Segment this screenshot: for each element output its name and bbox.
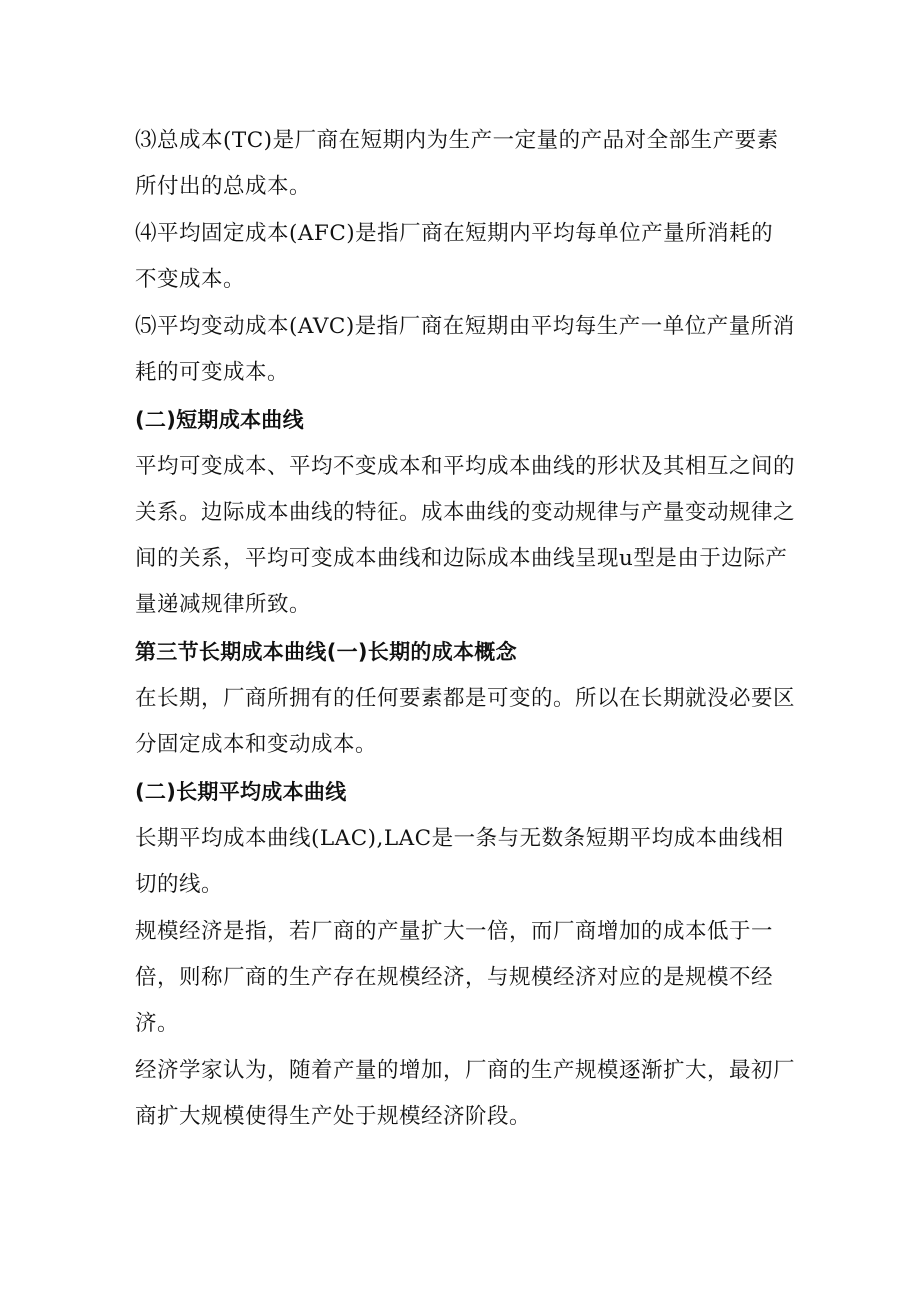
paragraph-total-cost: ⑶总成本(TC)是厂商在短期内为生产一定量的产品对全部生产要素所付出的总成本。 xyxy=(135,128,779,199)
paragraph-average-fixed-cost: ⑷平均固定成本(AFC)是指厂商在短期内平均每单位产量所消耗的不变成本。 xyxy=(135,221,774,292)
heading-long-run-average-cost: (二)长期平均成本曲线 xyxy=(135,780,347,804)
document-body xyxy=(135,118,795,1141)
paragraph-average-variable-cost: ⑸平均变动成本(AVC)是指厂商在短期由平均每生产一单位产量所消耗的可变成本。 xyxy=(135,314,795,385)
paragraph-economists-view: 经济学家认为，随着产量的增加，厂商的生产规模逐渐扩大，最初厂商扩大规模使得生产处于规模经济阶段。 xyxy=(135,1058,796,1129)
paragraph-short-run-curves: 平均可变成本、平均不变成本和平均成本曲线的形状及其相互之间的关系。边际成本曲线的特征。成本曲线的变动规律与产量变动规律之间的关系，平均可变成本曲线和边际成本曲线呈现u型是由于边际产量递减规律所致。 xyxy=(135,454,796,617)
paragraph-economies-of-scale: 规模经济是指，若厂商的产量扩大一倍，而厂商增加的成本低于一倍，则称厂商的生产存在规模经济，与规模经济对应的是规模不经济。 xyxy=(135,919,774,1036)
heading-section-three: 第三节长期成本曲线(一)长期的成本概念 xyxy=(135,640,517,664)
paragraph-lac-definition: 长期平均成本曲线(LAC),LAC是一条与无数条短期平均成本曲线相切的线。 xyxy=(135,826,784,897)
heading-short-run-cost-curves: (二)短期成本曲线 xyxy=(135,408,304,432)
paragraph-long-run-concept: 在长期，厂商所拥有的任何要素都是可变的。所以在长期就没必要区分固定成本和变动成本。 xyxy=(135,686,796,757)
